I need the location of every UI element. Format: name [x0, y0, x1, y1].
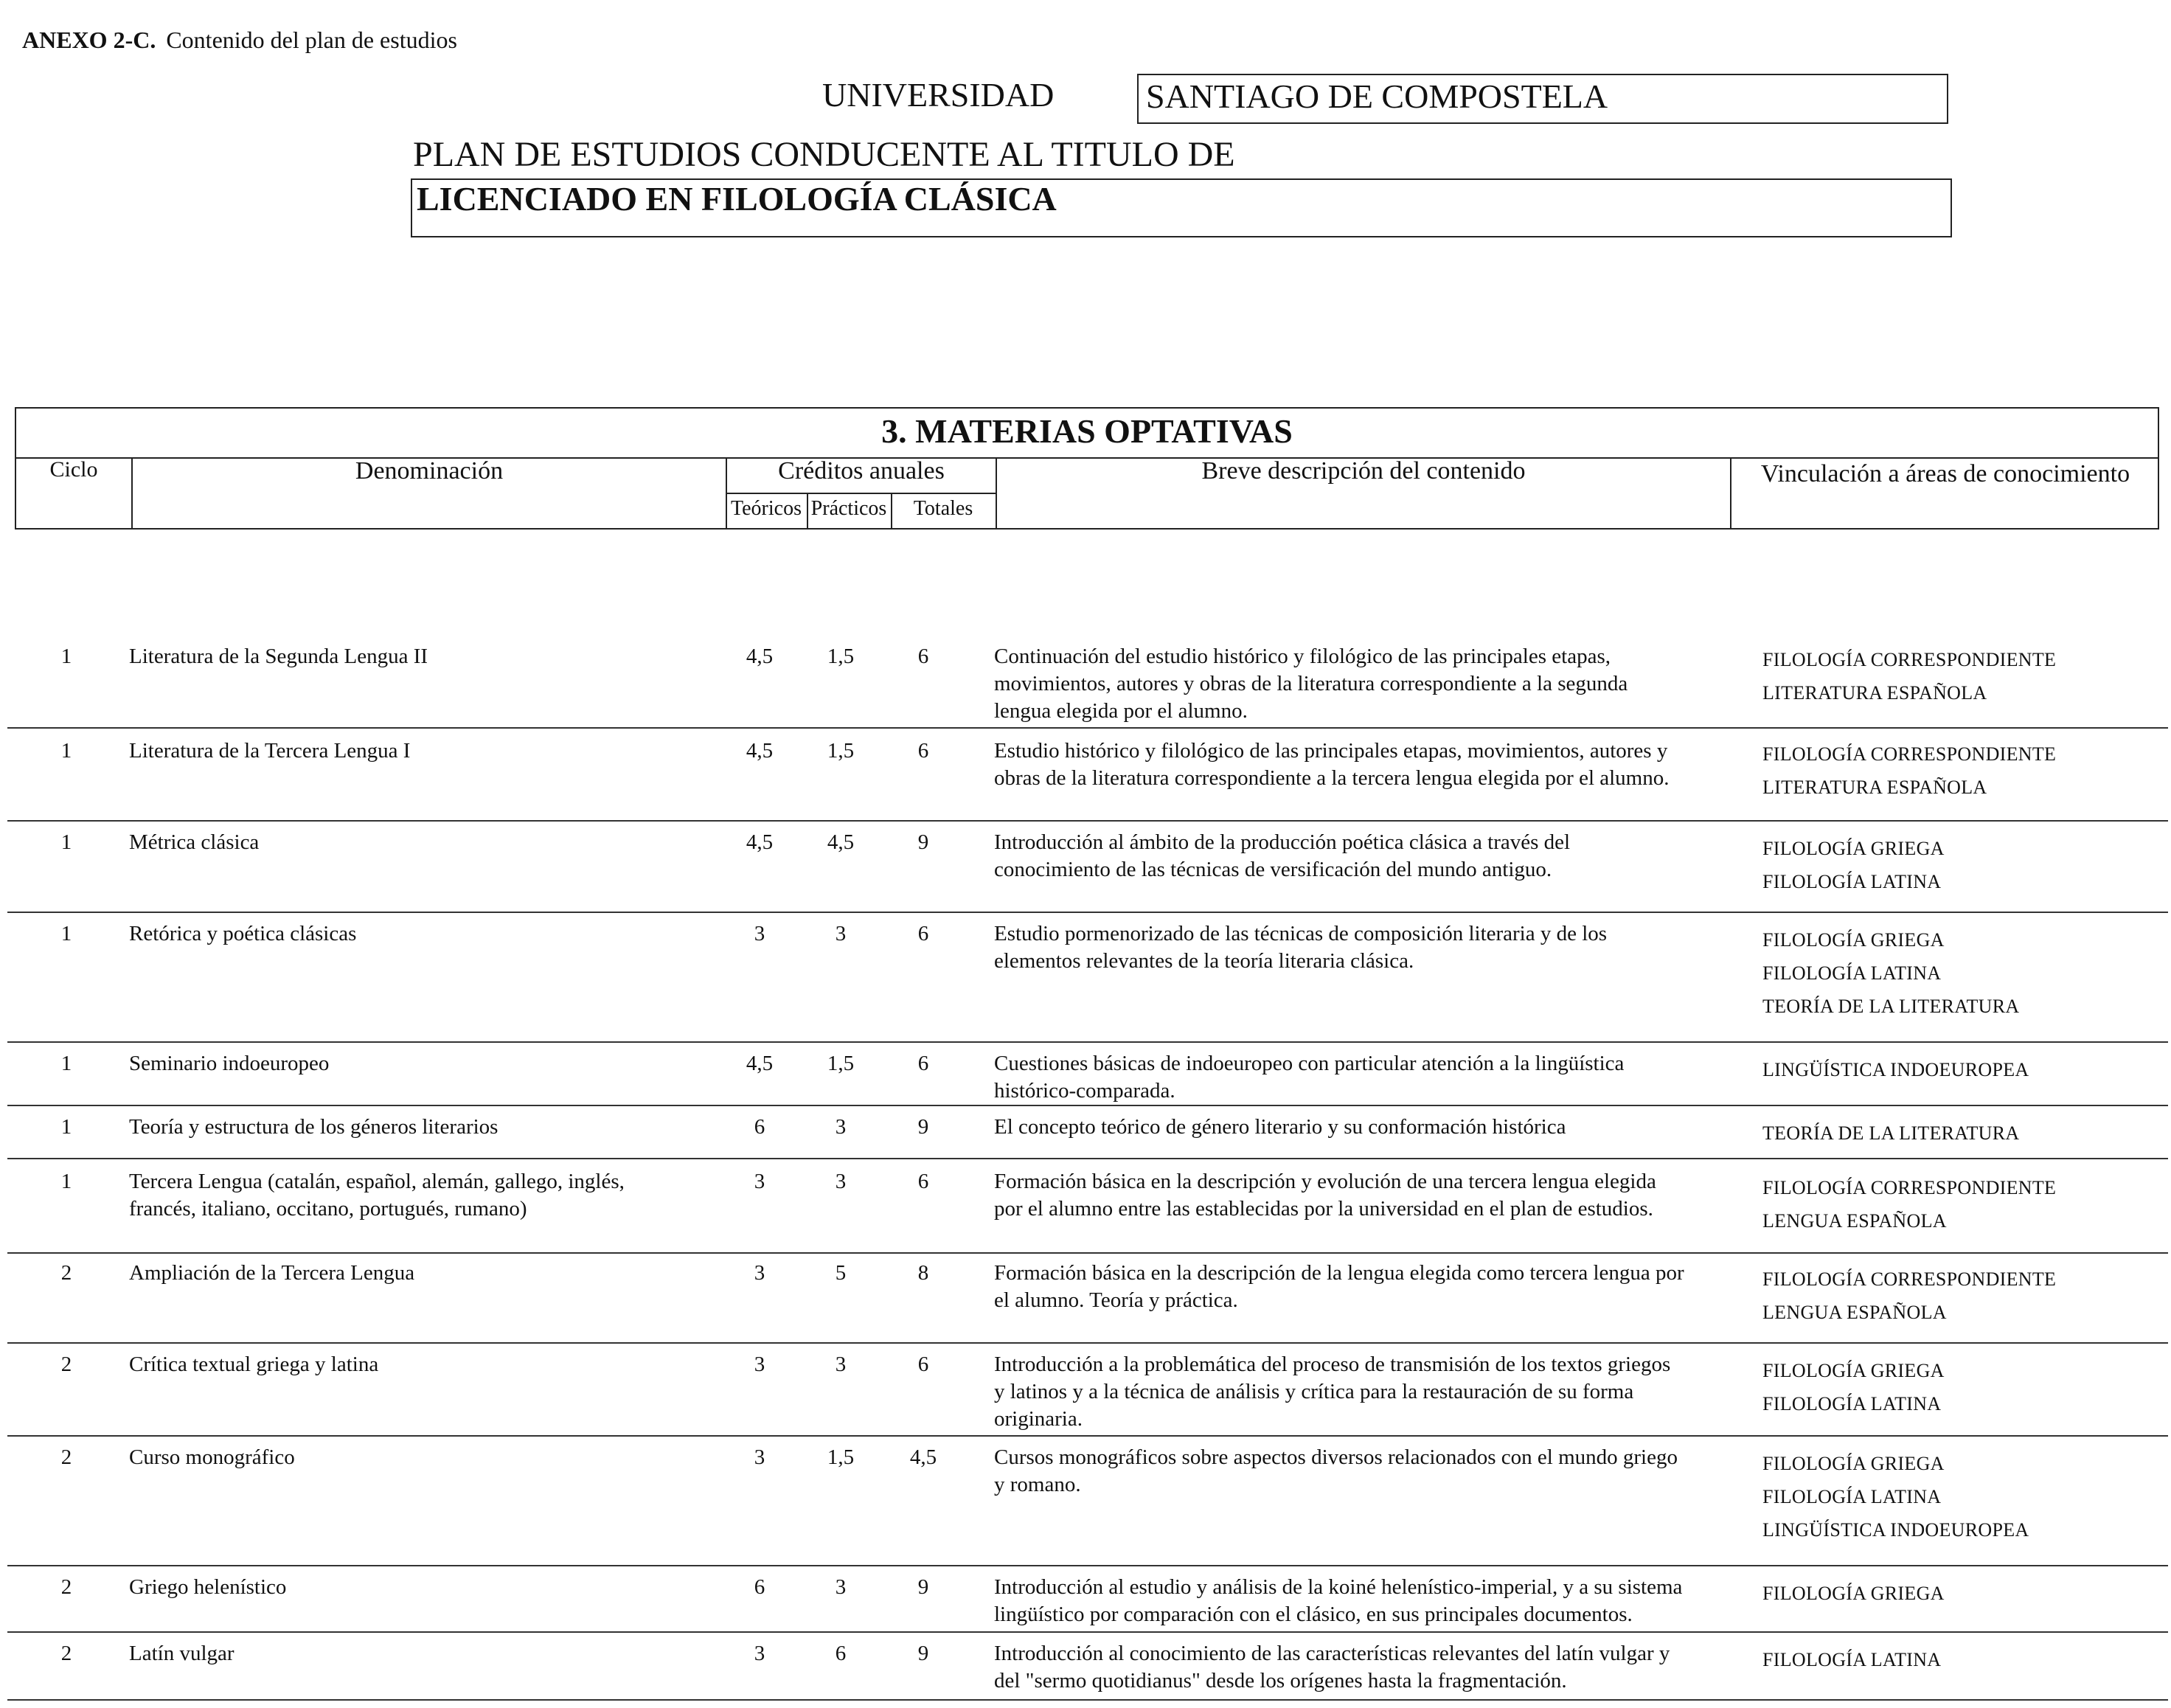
areas: TEORÍA DE LA LITERATURA [1762, 1122, 2020, 1144]
descripcion: Introducción al conocimiento de las características relevantes del latín vulgar y del "sermo quotidianus" desde los orígenes hasta la fragmentación. [994, 1642, 1670, 1693]
degree-title: LICENCIADO EN FILOLOGÍA CLÁSICA [411, 178, 1952, 237]
descripcion: Introducción a la problemática del proceso de transmisión de los textos griegos y latinos y a la técnica de análisis y crítica para la restauración de su forma originaria. [994, 1353, 1671, 1431]
practicos: 3 [835, 922, 847, 945]
denominacion: Seminario indoeuropeo [129, 1052, 330, 1075]
teoricos: 4,5 [746, 1052, 774, 1075]
ciclo: 1 [60, 1115, 72, 1139]
areas: FILOLOGÍA GRIEGA FILOLOGÍA LATINA [1762, 1360, 1945, 1414]
practicos: 5 [835, 1261, 847, 1285]
denominacion: Griego helenístico [129, 1575, 287, 1599]
row-separator [7, 1252, 2168, 1254]
areas: FILOLOGÍA CORRESPONDIENTE LENGUA ESPAÑOLA [1762, 1268, 2057, 1323]
descripcion: Formación básica en la descripción de la lengua elegida como tercera lengua por el alumno. Teoría y práctica. [994, 1261, 1684, 1312]
university-name: SANTIAGO DE COMPOSTELA [1137, 74, 1948, 124]
annex-label: ANEXO 2-C. [22, 27, 156, 53]
areas: FILOLOGÍA GRIEGA FILOLOGÍA LATINA TEORÍA DE LA LITERATURA [1762, 929, 2020, 1017]
annex-text: Contenido del plan de estudios [166, 27, 457, 53]
practicos: 1,5 [827, 1052, 855, 1075]
teoricos: 3 [754, 1353, 765, 1376]
row-separator [7, 1565, 2168, 1566]
col-ciclo: Ciclo [49, 457, 98, 482]
row-separator [7, 1041, 2168, 1043]
descripcion: Estudio pormenorizado de las técnicas de composición literaria y de los elementos relevantes de la teoría literaria clásica. [994, 922, 1608, 973]
col-teoricos: Teóricos [730, 497, 802, 520]
practicos: 3 [835, 1170, 847, 1193]
ciclo: 2 [60, 1353, 72, 1376]
areas: FILOLOGÍA CORRESPONDIENTE LITERATURA ESPAÑOLA [1762, 743, 2057, 798]
header-bottom-line [15, 528, 2159, 530]
totales: 6 [917, 1353, 929, 1376]
ciclo: 2 [60, 1575, 72, 1599]
ciclo: 1 [60, 922, 72, 945]
col-denominacion: Denominación [355, 457, 504, 485]
descripcion: Estudio histórico y filológico de las principales etapas, movimientos, autores y obras de la literatura correspondiente a la tercera lengua elegida por el alumno. [994, 739, 1670, 790]
row-separator [7, 1158, 2168, 1159]
row-separator [7, 820, 2168, 822]
denominacion: Literatura de la Tercera Lengua I [129, 739, 411, 763]
denominacion: Curso monográfico [129, 1445, 295, 1469]
denominacion: Crítica textual griega y latina [129, 1353, 379, 1376]
row-separator [7, 1435, 2168, 1437]
totales: 6 [917, 1170, 929, 1193]
teoricos: 3 [754, 922, 765, 945]
descripcion: Introducción al estudio y análisis de la koiné helenístico-imperial, y a su sistema lingüístico por comparación con el clásico, en sus principales documentos. [994, 1575, 1683, 1626]
row-separator [7, 912, 2168, 913]
denominacion: Literatura de la Segunda Lengua II [129, 645, 428, 668]
ciclo: 2 [60, 1642, 72, 1665]
row-separator [7, 1105, 2168, 1106]
areas: FILOLOGÍA GRIEGA [1762, 1583, 1945, 1604]
areas: LINGÜÍSTICA INDOEUROPEA [1762, 1059, 2029, 1080]
practicos: 3 [835, 1115, 847, 1139]
ciclo: 1 [60, 1170, 72, 1193]
annex-heading [22, 27, 457, 54]
teoricos: 3 [754, 1170, 765, 1193]
descripcion: Formación básica en la descripción y evolución de una tercera lengua elegida por el alumno entre las establecidas por la universidad en el plan de estudios. [994, 1170, 1656, 1221]
row-separator [7, 1699, 2168, 1701]
credits-divider [726, 493, 997, 494]
totales: 6 [917, 922, 929, 945]
denominacion: Latín vulgar [129, 1642, 235, 1665]
practicos: 3 [835, 1575, 847, 1599]
practicos: 1,5 [827, 1445, 855, 1469]
plan-label: PLAN DE ESTUDIOS CONDUCENTE AL TITULO DE [413, 135, 1235, 174]
descripcion: Continuación del estudio histórico y filológico de las principales etapas, movimientos, autores y obras de la literatura correspondiente a la segunda lengua elegida por el alumno. [994, 645, 1628, 723]
totales: 4,5 [909, 1445, 937, 1469]
col-descripcion: Breve descripción del contenido [1201, 457, 1526, 485]
descripcion: Cursos monográficos sobre aspectos diversos relacionados con el mundo griego y romano. [994, 1445, 1678, 1496]
row-separator [7, 1342, 2168, 1344]
col-totales: Totales [913, 497, 973, 520]
practicos: 3 [835, 1353, 847, 1376]
ciclo: 1 [60, 1052, 72, 1075]
totales: 8 [917, 1261, 929, 1285]
denominacion: Métrica clásica [129, 830, 260, 854]
denominacion: Ampliación de la Tercera Lengua [129, 1261, 415, 1285]
teoricos: 4,5 [746, 645, 774, 668]
totales: 6 [917, 1052, 929, 1075]
ciclo: 1 [60, 830, 72, 854]
col-vinculacion: Vinculación a áreas de conocimiento [1760, 460, 2130, 487]
totales: 9 [917, 830, 929, 854]
university-label: UNIVERSIDAD [822, 76, 1055, 114]
practicos: 1,5 [827, 645, 855, 668]
teoricos: 6 [754, 1115, 765, 1139]
teoricos: 3 [754, 1261, 765, 1285]
teoricos: 3 [754, 1642, 765, 1665]
ciclo: 2 [60, 1261, 72, 1285]
col-creditos: Créditos anuales [778, 457, 945, 485]
denominacion: Retórica y poética clásicas [129, 922, 357, 945]
totales: 9 [917, 1642, 929, 1665]
areas: FILOLOGÍA CORRESPONDIENTE LENGUA ESPAÑOLA [1762, 1177, 2057, 1232]
areas: FILOLOGÍA LATINA [1762, 1649, 1942, 1670]
totales: 6 [917, 645, 929, 668]
row-separator [7, 727, 2168, 729]
totales: 9 [917, 1575, 929, 1599]
practicos: 6 [835, 1642, 847, 1665]
teoricos: 4,5 [746, 739, 774, 763]
practicos: 4,5 [827, 830, 855, 854]
ciclo: 1 [60, 645, 72, 668]
row-separator [7, 1631, 2168, 1633]
teoricos: 4,5 [746, 830, 774, 854]
descripcion: Cuestiones básicas de indoeuropeo con particular atención a la lingüística histórico-comparada. [994, 1052, 1625, 1103]
teoricos: 6 [754, 1575, 765, 1599]
denominacion: Tercera Lengua (catalán, español, alemán, gallego, inglés, francés, italiano, occitano, portugués, rumano) [129, 1170, 625, 1221]
totales: 6 [917, 739, 929, 763]
descripcion: El concepto teórico de género literario y su conformación histórica [994, 1115, 1566, 1139]
areas: FILOLOGÍA GRIEGA FILOLOGÍA LATINA [1762, 838, 1945, 892]
practicos: 1,5 [827, 739, 855, 763]
ciclo: 1 [60, 739, 72, 763]
ciclo: 2 [60, 1445, 72, 1469]
section-title: 3. MATERIAS OPTATIVAS [881, 412, 1293, 450]
teoricos: 3 [754, 1445, 765, 1469]
col-practicos: Prácticos [810, 497, 887, 520]
totales: 9 [917, 1115, 929, 1139]
areas: FILOLOGÍA GRIEGA FILOLOGÍA LATINA LINGÜÍSTICA INDOEUROPEA [1762, 1453, 2029, 1541]
descripcion: Introducción al ámbito de la producción poética clásica a través del conocimiento de las técnicas de versificación del mundo antiguo. [994, 830, 1571, 881]
denominacion: Teoría y estructura de los géneros literarios [129, 1115, 499, 1139]
areas: FILOLOGÍA CORRESPONDIENTE LITERATURA ESPAÑOLA [1762, 649, 2057, 704]
